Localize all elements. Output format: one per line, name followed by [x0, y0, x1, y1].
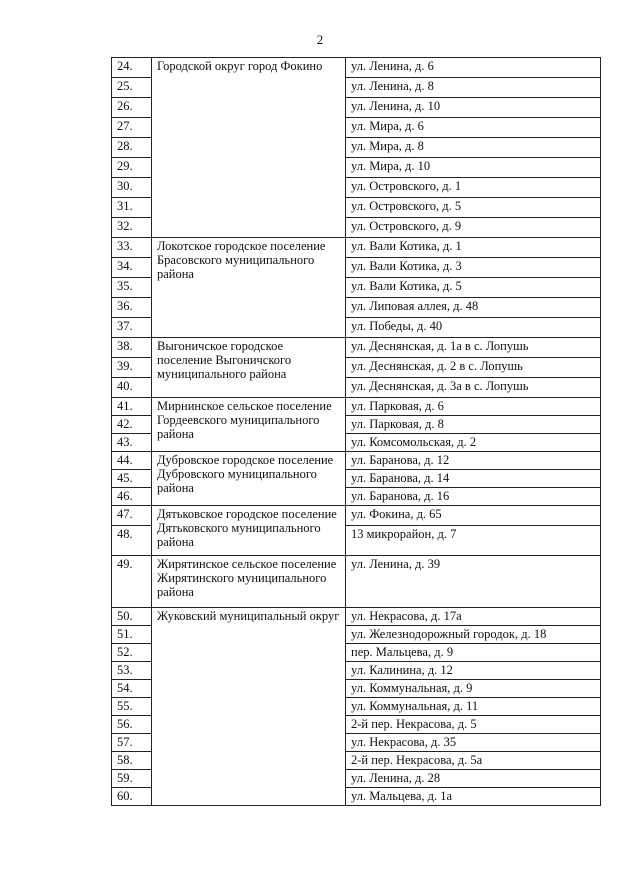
address-cell: ул. Вали Котика, д. 1 [346, 238, 601, 258]
municipality-name: Выгоничское городское поселение Выгоничского муниципального района [152, 338, 346, 398]
row-number: 41. [112, 398, 152, 416]
address-cell: ул. Островского, д. 5 [346, 198, 601, 218]
address-cell: ул. Островского, д. 9 [346, 218, 601, 238]
address-cell: ул. Вали Котика, д. 3 [346, 258, 601, 278]
address-cell: ул. Баранова, д. 16 [346, 488, 601, 506]
row-number: 24. [112, 58, 152, 78]
row-number: 50. [112, 608, 152, 626]
address-cell: ул. Баранова, д. 14 [346, 470, 601, 488]
row-number: 27. [112, 118, 152, 138]
page-number: 2 [316, 32, 324, 47]
address-cell: ул. Мира, д. 10 [346, 158, 601, 178]
row-number: 51. [112, 626, 152, 644]
row-number: 60. [112, 788, 152, 806]
row-number: 28. [112, 138, 152, 158]
address-cell: ул. Деснянская, д. 1а в с. Лопушь [346, 338, 601, 358]
address-cell: ул. Ленина, д. 39 [346, 556, 601, 608]
municipality-name: Городской округ город Фокино [152, 58, 346, 238]
row-number: 38. [112, 338, 152, 358]
municipality-name: Мирнинское сельское поселение Гордеевского муниципального района [152, 398, 346, 452]
table-row [112, 506, 601, 526]
row-number: 54. [112, 680, 152, 698]
municipality-name: Дятьковское городское поселение Дятьковского муниципального района [152, 506, 346, 556]
row-number: 53. [112, 662, 152, 680]
address-cell: ул. Некрасова, д. 35 [346, 734, 601, 752]
row-number: 25. [112, 78, 152, 98]
row-number: 45. [112, 470, 152, 488]
address-cell: ул. Калинина, д. 12 [346, 662, 601, 680]
address-cell: ул. Баранова, д. 12 [346, 452, 601, 470]
address-cell: ул. Коммунальная, д. 9 [346, 680, 601, 698]
table-row [112, 238, 601, 258]
address-cell: ул. Комсомольская, д. 2 [346, 434, 601, 452]
address-cell: 13 микрорайон, д. 7 [346, 526, 601, 556]
address-cell: ул. Победы, д. 40 [346, 318, 601, 338]
address-cell: ул. Железнодорожный городок, д. 18 [346, 626, 601, 644]
address-cell: ул. Парковая, д. 8 [346, 416, 601, 434]
address-cell: ул. Вали Котика, д. 5 [346, 278, 601, 298]
address-cell: ул. Мира, д. 8 [346, 138, 601, 158]
table-row [112, 338, 601, 358]
row-number: 31. [112, 198, 152, 218]
row-number: 32. [112, 218, 152, 238]
row-number: 40. [112, 378, 152, 398]
address-cell: ул. Ленина, д. 28 [346, 770, 601, 788]
row-number: 57. [112, 734, 152, 752]
row-number: 59. [112, 770, 152, 788]
row-number: 30. [112, 178, 152, 198]
address-cell: ул. Ленина, д. 8 [346, 78, 601, 98]
table-row [112, 398, 601, 416]
municipality-name: Жуковский муниципальный округ [152, 608, 346, 806]
row-number: 46. [112, 488, 152, 506]
address-cell: пер. Мальцева, д. 9 [346, 644, 601, 662]
municipality-name: Дубровское городское поселение Дубровского муниципального района [152, 452, 346, 506]
address-cell: ул. Некрасова, д. 17а [346, 608, 601, 626]
table-body [112, 58, 601, 806]
row-number: 58. [112, 752, 152, 770]
row-number: 26. [112, 98, 152, 118]
address-cell: ул. Ленина, д. 10 [346, 98, 601, 118]
row-number: 55. [112, 698, 152, 716]
row-number: 47. [112, 506, 152, 526]
row-number: 48. [112, 526, 152, 556]
row-number: 37. [112, 318, 152, 338]
address-cell: ул. Мира, д. 6 [346, 118, 601, 138]
row-number: 56. [112, 716, 152, 734]
address-cell: ул. Деснянская, д. 2 в с. Лопушь [346, 358, 601, 378]
table-row [112, 452, 601, 470]
address-table [111, 57, 601, 806]
address-cell: ул. Липовая аллея, д. 48 [346, 298, 601, 318]
address-cell: ул. Коммунальная, д. 11 [346, 698, 601, 716]
row-number: 44. [112, 452, 152, 470]
address-cell: ул. Мальцева, д. 1а [346, 788, 601, 806]
table-row [112, 58, 601, 78]
address-cell: 2-й пер. Некрасова, д. 5 [346, 716, 601, 734]
row-number: 35. [112, 278, 152, 298]
municipality-name: Локотское городское поселение Брасовского муниципального района [152, 238, 346, 338]
address-cell: ул. Ленина, д. 6 [346, 58, 601, 78]
row-number: 36. [112, 298, 152, 318]
row-number: 39. [112, 358, 152, 378]
address-cell: ул. Островского, д. 1 [346, 178, 601, 198]
address-cell: 2-й пер. Некрасова, д. 5а [346, 752, 601, 770]
municipality-name: Жирятинское сельское поселение Жирятинского муниципального района [152, 556, 346, 608]
row-number: 52. [112, 644, 152, 662]
address-cell: ул. Деснянская, д. 3а в с. Лопушь [346, 378, 601, 398]
address-cell: ул. Фокина, д. 65 [346, 506, 601, 526]
table-row [112, 556, 601, 608]
row-number: 49. [112, 556, 152, 608]
table-row [112, 608, 601, 626]
address-cell: ул. Парковая, д. 6 [346, 398, 601, 416]
row-number: 42. [112, 416, 152, 434]
row-number: 33. [112, 238, 152, 258]
row-number: 34. [112, 258, 152, 278]
row-number: 43. [112, 434, 152, 452]
row-number: 29. [112, 158, 152, 178]
